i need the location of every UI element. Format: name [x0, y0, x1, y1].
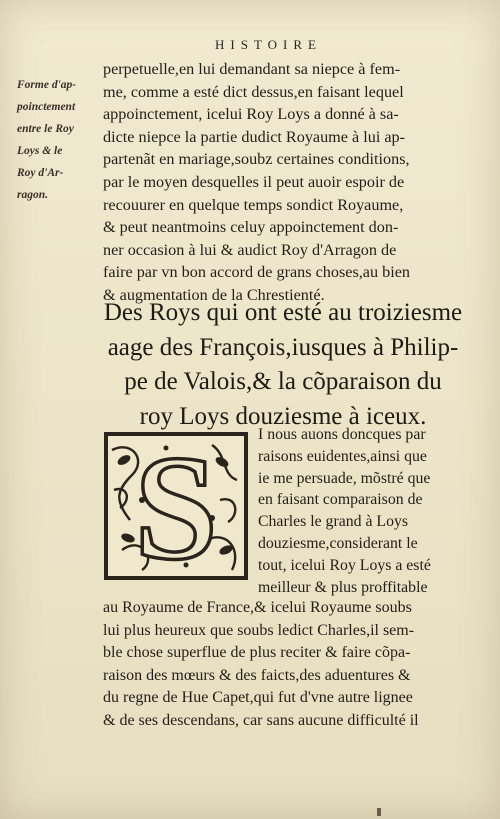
running-header: HISTOIRE — [215, 37, 322, 52]
text-line: I nous auons doncques par — [258, 426, 426, 443]
text-line: tout, icelui Roy Loys a esté — [258, 556, 431, 574]
decorated-initial-s-icon — [102, 430, 250, 582]
margin-note — [17, 74, 99, 206]
text-line: ner occasion à lui & audict Roy d'Arragon de — [103, 240, 397, 259]
margin-note-line: poinctement — [17, 101, 76, 113]
text-line: me, comme a esté dict dessus,en faisant lequel — [103, 82, 404, 101]
heading-line: aage des François,iusques à Philip- — [107, 333, 459, 361]
text-line: du regne de Hue Capet,qui fut d'vne autre lignee — [103, 689, 413, 706]
text-line: raisons euidentes,ainsi que — [258, 447, 427, 465]
margin-note-line: ragon. — [17, 189, 48, 201]
heading-line: pe de Valois,& la cõparaison du — [124, 368, 442, 395]
text-line: appoinctement, icelui Roy Loys a donné à sa- — [103, 105, 399, 124]
text-line: par le moyen desquelles il peut auoir espoir de — [103, 172, 405, 191]
text-line: perpetuelle,en lui demandant sa niepce à fem- — [103, 60, 401, 78]
paragraph-1 — [103, 58, 463, 307]
margin-note-line: entre le Roy — [17, 123, 74, 135]
margin-note-line: Loys & le — [17, 145, 63, 157]
heading-line: roy Loys douziesme à iceux. — [139, 402, 427, 430]
text-line: ble chose superflue de plus reciter & faire cõpa- — [103, 644, 411, 661]
text-line: faire par vn bon accord de grans choses,au bien — [103, 263, 410, 282]
text-line: recouurer en quelque temps sondict Royaume, — [103, 195, 404, 214]
paragraph-2 — [258, 424, 468, 598]
paragraph-3 — [103, 597, 463, 732]
text-line: au Royaume de France,& icelui Royaume soubs — [103, 599, 412, 616]
text-line: en faisant comparaison de — [258, 491, 423, 509]
margin-note-line: Roy d'Ar- — [17, 167, 64, 179]
page-edge-mark — [377, 808, 381, 816]
text-line: meilleur & plus proffitable — [258, 578, 428, 596]
text-line: ie me persuade, mõstré que — [258, 469, 431, 487]
text-line: partenãt en mariage,soubz certaines conditions, — [103, 150, 410, 169]
text-line: & augmentation de la Chrestienté. — [103, 285, 325, 304]
text-line: douziesme,considerant le — [258, 534, 418, 552]
text-line: & de ses descendans, car sans aucune difficulté il — [103, 711, 419, 729]
text-line: dicte niepce la partie dudict Royaume à lui ap- — [103, 127, 406, 146]
margin-note-line: Forme d'ap- — [17, 79, 77, 91]
text-line: Charles le grand à Loys — [258, 513, 409, 531]
text-line: & peut neantmoins celuy appoinctement don- — [103, 218, 399, 237]
text-line: lui plus heureux que soubs ledict Charles,il sem- — [103, 621, 415, 639]
drop-cap-letter: S — [134, 430, 218, 582]
section-heading — [103, 296, 463, 434]
text-line: raison des mœurs & des faicts,des aduentures & — [103, 666, 411, 684]
heading-line: Des Roys qui ont esté au troiziesme — [103, 299, 463, 326]
